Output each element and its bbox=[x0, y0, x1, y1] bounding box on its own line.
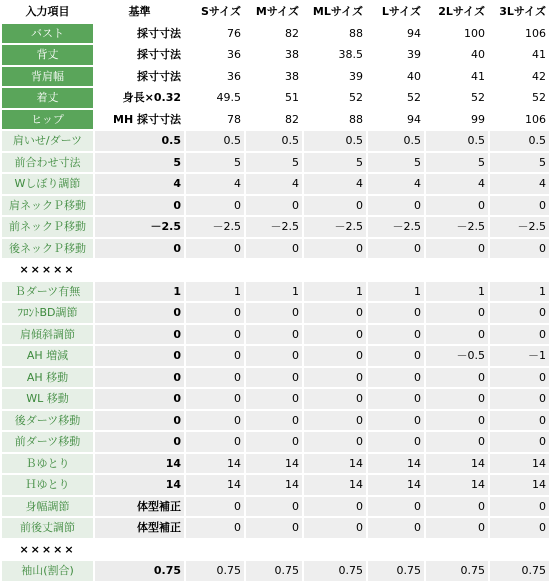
row-base-value bbox=[95, 540, 184, 560]
size-value-cell: 0 bbox=[246, 239, 302, 259]
size-value-cell: 1 bbox=[186, 282, 244, 302]
size-value-cell: 100 bbox=[426, 24, 488, 44]
row-base-value: －2.5 bbox=[95, 217, 184, 237]
size-value-cell: 40 bbox=[426, 45, 488, 65]
size-value-cell: 0 bbox=[368, 346, 424, 366]
size-value-cell: 0 bbox=[186, 346, 244, 366]
size-value-cell: 4 bbox=[426, 174, 488, 194]
table-row bbox=[2, 518, 549, 538]
size-value-cell: 14 bbox=[368, 475, 424, 495]
size-value-cell: 0 bbox=[304, 497, 366, 517]
table-row bbox=[2, 196, 549, 216]
size-value-cell: 0 bbox=[246, 497, 302, 517]
size-value-cell: 0 bbox=[490, 518, 549, 538]
size-value-cell: 39 bbox=[304, 67, 366, 87]
size-value-cell: 0 bbox=[304, 196, 366, 216]
size-value-cell: 0 bbox=[426, 239, 488, 259]
row-base-value: 0 bbox=[95, 303, 184, 323]
size-value-cell: 94 bbox=[368, 24, 424, 44]
size-value-cell: 0 bbox=[186, 432, 244, 452]
size-value-cell bbox=[186, 260, 244, 280]
row-base-value: 体型補正 bbox=[95, 518, 184, 538]
size-value-cell: 52 bbox=[368, 88, 424, 108]
size-value-cell: 0 bbox=[246, 196, 302, 216]
table-row bbox=[2, 282, 549, 302]
size-value-cell: 14 bbox=[490, 475, 549, 495]
size-value-cell: 0 bbox=[186, 368, 244, 388]
size-value-cell: 0 bbox=[246, 389, 302, 409]
size-value-cell: 0.5 bbox=[368, 131, 424, 151]
size-value-cell: 0 bbox=[490, 196, 549, 216]
size-value-cell: 0 bbox=[368, 518, 424, 538]
table-row bbox=[2, 303, 549, 323]
size-value-cell: 0.75 bbox=[426, 561, 488, 581]
size-value-cell: 0 bbox=[426, 518, 488, 538]
size-value-cell: 0 bbox=[304, 432, 366, 452]
row-label: 背丈 bbox=[2, 45, 93, 65]
table-row bbox=[2, 497, 549, 517]
size-value-cell bbox=[186, 540, 244, 560]
row-label: 肩いせ/ダーツ bbox=[2, 131, 93, 151]
size-value-cell: 14 bbox=[304, 475, 366, 495]
size-value-cell: 0 bbox=[186, 239, 244, 259]
size-value-cell: 78 bbox=[186, 110, 244, 130]
size-value-cell: 0 bbox=[426, 389, 488, 409]
size-value-cell: 0 bbox=[490, 432, 549, 452]
size-value-cell: 0 bbox=[426, 432, 488, 452]
row-base-value: 14 bbox=[95, 454, 184, 474]
size-value-cell: 4 bbox=[246, 174, 302, 194]
size-value-cell: 0 bbox=[304, 239, 366, 259]
size-value-cell: 0 bbox=[304, 368, 366, 388]
size-value-cell bbox=[304, 260, 366, 280]
size-value-cell: 0 bbox=[368, 368, 424, 388]
size-value-cell bbox=[368, 260, 424, 280]
table-row bbox=[2, 24, 549, 44]
row-base-value: 0 bbox=[95, 411, 184, 431]
size-value-cell: 5 bbox=[490, 153, 549, 173]
row-base-value: 5 bbox=[95, 153, 184, 173]
row-base-value: 0 bbox=[95, 368, 184, 388]
size-value-cell: 0 bbox=[426, 303, 488, 323]
header-size-ml: MLサイズ bbox=[304, 2, 366, 22]
size-value-cell: 38.5 bbox=[304, 45, 366, 65]
size-value-cell bbox=[368, 540, 424, 560]
size-value-cell: －2.5 bbox=[246, 217, 302, 237]
size-value-cell: 99 bbox=[426, 110, 488, 130]
size-value-cell: 39 bbox=[368, 45, 424, 65]
table-row bbox=[2, 432, 549, 452]
row-base-value: 0 bbox=[95, 346, 184, 366]
size-value-cell: 5 bbox=[426, 153, 488, 173]
size-value-cell: －2.5 bbox=[304, 217, 366, 237]
row-label: 着丈 bbox=[2, 88, 93, 108]
size-value-cell: 0.75 bbox=[368, 561, 424, 581]
size-value-cell bbox=[426, 540, 488, 560]
table-row bbox=[2, 540, 549, 560]
size-value-cell: 0 bbox=[304, 518, 366, 538]
size-value-cell: 0 bbox=[246, 368, 302, 388]
size-value-cell: 0.75 bbox=[186, 561, 244, 581]
row-base-value: 14 bbox=[95, 475, 184, 495]
row-base-value: 4 bbox=[95, 174, 184, 194]
size-value-cell: 0 bbox=[186, 518, 244, 538]
size-value-cell: 14 bbox=[304, 454, 366, 474]
size-value-cell: 36 bbox=[186, 45, 244, 65]
size-value-cell: 4 bbox=[186, 174, 244, 194]
header-row bbox=[2, 2, 549, 22]
size-value-cell: 82 bbox=[246, 24, 302, 44]
row-label: ××××× bbox=[2, 540, 93, 560]
size-value-cell: 0 bbox=[304, 389, 366, 409]
row-label: 身幅調節 bbox=[2, 497, 93, 517]
row-base-value: 0.75 bbox=[95, 561, 184, 581]
size-value-cell: 0 bbox=[368, 239, 424, 259]
table-row bbox=[2, 325, 549, 345]
row-base-value: 0.5 bbox=[95, 131, 184, 151]
row-base-value: 0 bbox=[95, 325, 184, 345]
row-base-value: 0 bbox=[95, 432, 184, 452]
size-value-cell: 0.5 bbox=[246, 131, 302, 151]
size-value-cell: 0 bbox=[186, 389, 244, 409]
size-value-cell: 0 bbox=[426, 368, 488, 388]
size-value-cell: 41 bbox=[426, 67, 488, 87]
table-row bbox=[2, 260, 549, 280]
size-value-cell: 0 bbox=[186, 497, 244, 517]
row-label: ﾌﾛﾝﾄBD調節 bbox=[2, 303, 93, 323]
header-input-item: 入力項目 bbox=[2, 2, 93, 22]
row-label: AH 移動 bbox=[2, 368, 93, 388]
size-value-cell: 94 bbox=[368, 110, 424, 130]
size-value-cell: 0 bbox=[426, 196, 488, 216]
row-label: 肩ネックＰ移動 bbox=[2, 196, 93, 216]
size-value-cell: 14 bbox=[426, 454, 488, 474]
size-value-cell: 0.5 bbox=[426, 131, 488, 151]
row-label: AH 増減 bbox=[2, 346, 93, 366]
size-value-cell: 106 bbox=[490, 24, 549, 44]
header-size-m: Mサイズ bbox=[246, 2, 302, 22]
table-row bbox=[2, 88, 549, 108]
size-value-cell: 1 bbox=[304, 282, 366, 302]
size-value-cell bbox=[490, 540, 549, 560]
row-base-value: 1 bbox=[95, 282, 184, 302]
table-row bbox=[2, 389, 549, 409]
row-label: 肩傾斜調節 bbox=[2, 325, 93, 345]
size-value-cell: 106 bbox=[490, 110, 549, 130]
size-value-cell: 0 bbox=[186, 303, 244, 323]
size-value-cell: 0 bbox=[186, 325, 244, 345]
table-row bbox=[2, 45, 549, 65]
size-value-cell: 0 bbox=[246, 303, 302, 323]
size-value-cell: 0 bbox=[368, 497, 424, 517]
size-value-cell: 0 bbox=[490, 239, 549, 259]
size-value-cell: 0 bbox=[426, 411, 488, 431]
size-value-cell bbox=[246, 540, 302, 560]
table-row bbox=[2, 153, 549, 173]
table-row bbox=[2, 454, 549, 474]
size-value-cell: 14 bbox=[426, 475, 488, 495]
row-label: Ｂダーツ有無 bbox=[2, 282, 93, 302]
size-value-cell: 0 bbox=[490, 325, 549, 345]
size-value-cell: 0 bbox=[368, 303, 424, 323]
table-row bbox=[2, 346, 549, 366]
row-label: 袖山(割合) bbox=[2, 561, 93, 581]
row-base-value bbox=[95, 260, 184, 280]
table-row bbox=[2, 67, 549, 87]
size-value-cell: 0 bbox=[304, 303, 366, 323]
size-value-cell: 4 bbox=[368, 174, 424, 194]
size-value-cell: 40 bbox=[368, 67, 424, 87]
size-value-cell: 0 bbox=[186, 411, 244, 431]
size-value-cell: 0.75 bbox=[490, 561, 549, 581]
size-value-cell: 0.75 bbox=[304, 561, 366, 581]
row-base-value: 体型補正 bbox=[95, 497, 184, 517]
size-value-cell: 52 bbox=[304, 88, 366, 108]
size-value-cell: 0 bbox=[246, 518, 302, 538]
size-value-cell: 0 bbox=[304, 411, 366, 431]
size-value-cell: 14 bbox=[490, 454, 549, 474]
size-value-cell: －2.5 bbox=[186, 217, 244, 237]
size-value-cell: －2.5 bbox=[490, 217, 549, 237]
row-base-value: 採寸寸法 bbox=[95, 24, 184, 44]
size-value-cell: 1 bbox=[490, 282, 549, 302]
size-value-cell: －0.5 bbox=[426, 346, 488, 366]
header-base: 基準 bbox=[95, 2, 184, 22]
size-value-cell: 88 bbox=[304, 24, 366, 44]
size-value-cell: 0.5 bbox=[490, 131, 549, 151]
table-row bbox=[2, 239, 549, 259]
size-value-cell: 4 bbox=[490, 174, 549, 194]
size-value-cell: 0 bbox=[246, 432, 302, 452]
table-row bbox=[2, 110, 549, 130]
size-value-cell: 0 bbox=[368, 196, 424, 216]
row-label: 前後丈調節 bbox=[2, 518, 93, 538]
size-value-cell: 51 bbox=[246, 88, 302, 108]
row-base-value: 0 bbox=[95, 389, 184, 409]
size-value-cell: 14 bbox=[368, 454, 424, 474]
size-value-cell: 0.75 bbox=[246, 561, 302, 581]
size-value-cell: －2.5 bbox=[368, 217, 424, 237]
size-value-cell: 1 bbox=[368, 282, 424, 302]
size-value-cell: 0 bbox=[426, 497, 488, 517]
size-value-cell: 0 bbox=[246, 325, 302, 345]
size-value-cell: 0.5 bbox=[304, 131, 366, 151]
size-value-cell: 0 bbox=[490, 497, 549, 517]
size-value-cell: 0 bbox=[246, 346, 302, 366]
table-row bbox=[2, 217, 549, 237]
size-value-cell: 49.5 bbox=[186, 88, 244, 108]
header-size-l: Lサイズ bbox=[368, 2, 424, 22]
header-size-s: Sサイズ bbox=[186, 2, 244, 22]
row-label: 前ネックＰ移動 bbox=[2, 217, 93, 237]
size-value-cell: 5 bbox=[368, 153, 424, 173]
size-value-cell: 52 bbox=[490, 88, 549, 108]
row-base-value: 採寸寸法 bbox=[95, 45, 184, 65]
size-value-cell: 0 bbox=[246, 411, 302, 431]
size-value-cell: 36 bbox=[186, 67, 244, 87]
row-label: ××××× bbox=[2, 260, 93, 280]
size-value-cell bbox=[304, 540, 366, 560]
row-label: 背肩幅 bbox=[2, 67, 93, 87]
size-value-cell: 0 bbox=[490, 411, 549, 431]
row-label: 後ダーツ移動 bbox=[2, 411, 93, 431]
row-label: 前合わせ寸法 bbox=[2, 153, 93, 173]
size-value-cell: 41 bbox=[490, 45, 549, 65]
size-value-cell: 5 bbox=[246, 153, 302, 173]
size-value-cell: 38 bbox=[246, 45, 302, 65]
row-label: 前ダーツ移動 bbox=[2, 432, 93, 452]
table-row bbox=[2, 561, 549, 581]
size-value-cell bbox=[490, 260, 549, 280]
size-value-cell: 0.5 bbox=[186, 131, 244, 151]
header-size-3l: 3Lサイズ bbox=[490, 2, 549, 22]
size-value-cell: 4 bbox=[304, 174, 366, 194]
row-base-value: 身長×0.32 bbox=[95, 88, 184, 108]
size-value-cell: －1 bbox=[490, 346, 549, 366]
size-value-cell: 5 bbox=[186, 153, 244, 173]
size-value-cell bbox=[246, 260, 302, 280]
row-label: 後ネックＰ移動 bbox=[2, 239, 93, 259]
row-label: Ｈゆとり bbox=[2, 475, 93, 495]
table-row bbox=[2, 131, 549, 151]
size-value-cell: 14 bbox=[246, 454, 302, 474]
size-value-cell: 0 bbox=[304, 325, 366, 345]
size-value-cell: 0 bbox=[490, 303, 549, 323]
row-base-value: 0 bbox=[95, 239, 184, 259]
size-value-cell: 52 bbox=[426, 88, 488, 108]
size-value-cell: 1 bbox=[246, 282, 302, 302]
size-value-cell: 0 bbox=[490, 368, 549, 388]
size-value-cell bbox=[426, 260, 488, 280]
row-base-value: 0 bbox=[95, 196, 184, 216]
table-row bbox=[2, 475, 549, 495]
size-value-cell: －2.5 bbox=[426, 217, 488, 237]
size-value-cell: 88 bbox=[304, 110, 366, 130]
size-value-cell: 14 bbox=[246, 475, 302, 495]
size-value-cell: 82 bbox=[246, 110, 302, 130]
size-value-cell: 0 bbox=[368, 411, 424, 431]
size-value-cell: 38 bbox=[246, 67, 302, 87]
header-size-2l: 2Lサイズ bbox=[426, 2, 488, 22]
size-value-cell: 1 bbox=[426, 282, 488, 302]
row-label: ヒップ bbox=[2, 110, 93, 130]
size-value-cell: 0 bbox=[368, 389, 424, 409]
size-value-cell: 42 bbox=[490, 67, 549, 87]
size-value-cell: 0 bbox=[426, 325, 488, 345]
size-value-cell: 14 bbox=[186, 475, 244, 495]
row-label: Ｂゆとり bbox=[2, 454, 93, 474]
row-label: WL 移動 bbox=[2, 389, 93, 409]
row-label: バスト bbox=[2, 24, 93, 44]
table-row bbox=[2, 174, 549, 194]
row-base-value: MH 採寸寸法 bbox=[95, 110, 184, 130]
size-value-cell: 0 bbox=[490, 389, 549, 409]
row-label: Wしぼり調節 bbox=[2, 174, 93, 194]
size-value-cell: 0 bbox=[186, 196, 244, 216]
size-value-cell: 76 bbox=[186, 24, 244, 44]
size-value-cell: 5 bbox=[304, 153, 366, 173]
row-base-value: 採寸寸法 bbox=[95, 67, 184, 87]
size-value-cell: 0 bbox=[368, 325, 424, 345]
table-row bbox=[2, 368, 549, 388]
table-row bbox=[2, 411, 549, 431]
size-value-cell: 0 bbox=[304, 346, 366, 366]
size-value-cell: 14 bbox=[186, 454, 244, 474]
size-value-cell: 0 bbox=[368, 432, 424, 452]
